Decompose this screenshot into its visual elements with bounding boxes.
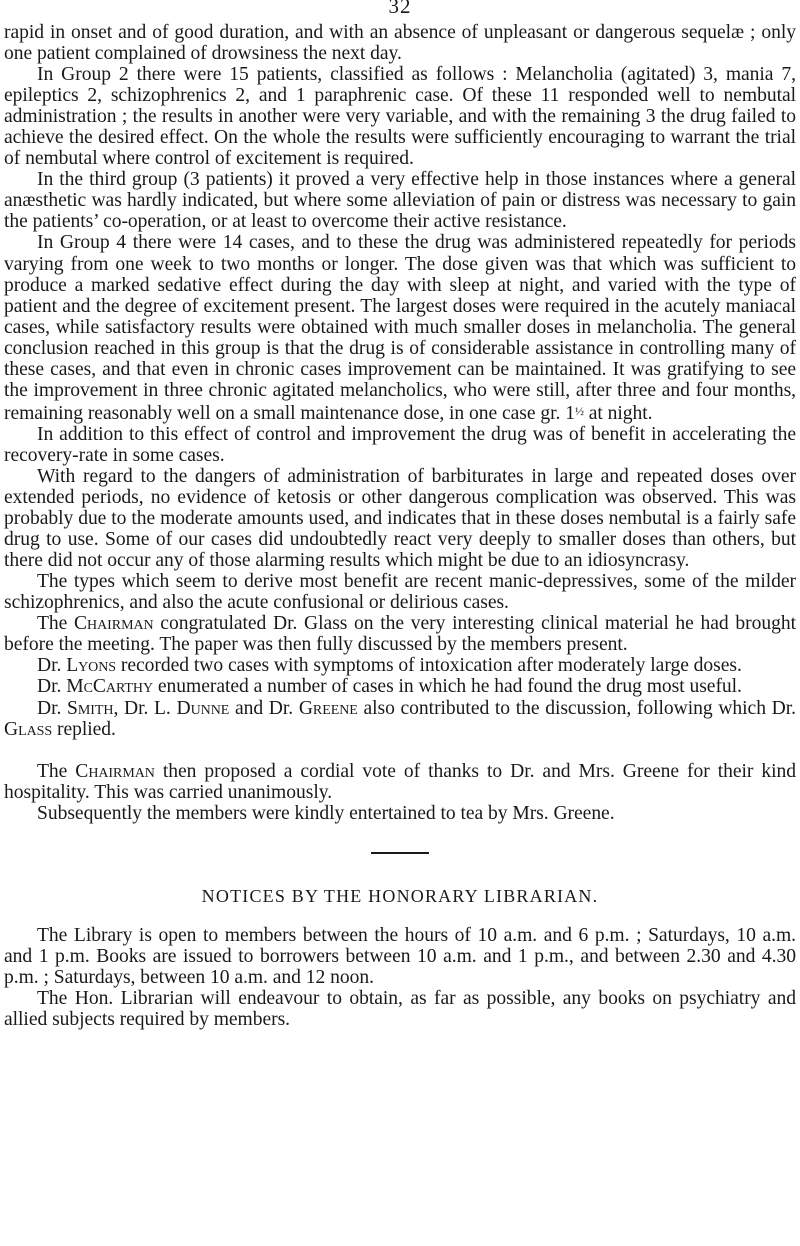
prefix-text: also contributed to the discussion, following which Dr.	[357, 697, 796, 719]
paragraph-group-3: In the third group (3 patients) it proved a very effective help in those instances where a general anæsthetic was hardly indicated, but where some alleviation of pain or distress was necessary to gain the patients’ co-operation, or at least to overcome their active resistance.	[4, 169, 796, 233]
prefix-text: , Dr. L.	[113, 697, 177, 719]
group-4-text: In Group 4 there were 14 cases, and to these the drug was administered repeatedly for periods varying from one week to two months or longer. The dose given was that which was sufficient to produce a marked sedative effect during the day with sleep at night, and varied with the type of patient and the degree of excitement present. The largest doses were required in the acutely maniacal cases, while satisfactory results were obtained with much smaller doses in melancholia. The general conclusion reached in this group is that the drug is of considerable assistance in controlling many of these cases, and that even in chronic cases improvement can be maintained. It was gratifying to see the improvement in three chronic agitated melancholics, who were still, after three and four months, remaining reasonably well on a small maintenance dose, in one case gr. 1	[4, 232, 796, 424]
speaker-name: Chairman	[74, 613, 154, 635]
dose-fraction: ½	[574, 403, 584, 418]
paragraph-text: congratulated Dr. Glass on the very interesting clinical material he had brought before the meeting. The paper was then fully discussed by the members present.	[4, 613, 796, 656]
speaker-name: Glass	[4, 718, 53, 740]
paragraph-text: replied.	[52, 718, 116, 740]
prefix-text: The	[37, 760, 76, 782]
paragraph-dr-lyons	[4, 655, 796, 676]
paragraph-group-4	[4, 232, 796, 423]
prefix-text: Dr.	[37, 697, 68, 719]
prefix-text: Dr.	[37, 655, 67, 677]
paragraph-group-2: In Group 2 there were 15 patients, classified as follows : Melancholia (agitated) 3, mania 7, epileptics 2, schizophrenics 2, and 1 paraphrenic case. Of these 11 responded well to nembutal administration ; the results in another were very variable, and with the remaining 3 the drug failed to achieve the desired effect. On the whole the results were sufficiently encouraging to warrant the trial of nembutal where control of excitement is required.	[4, 64, 796, 170]
speaker-name: Lyons	[66, 655, 117, 677]
section-divider	[371, 852, 429, 854]
paragraph-dangers: With regard to the dangers of administration of barbiturates in large and repeated doses over extended periods, no evidence of ketosis or other dangerous complication was observed. This was probably due to the moderate amounts used, and indicates that in these doses nembutal is a fairly safe drug to use. Some of our cases did undoubtedly react very deeply to smaller doses than others, but there did not occur any of those alarming results which might be due to an idiosyncrasy.	[4, 465, 796, 572]
group-4-text-end: at night.	[583, 402, 653, 424]
paragraph-vote-of-thanks	[4, 761, 796, 803]
paragraph-library-books: The Hon. Librarian will endeavour to obtain, as far as possible, any books on psychiatry and allied subjects required by members.	[4, 987, 796, 1030]
paragraph-types-benefit: The types which seem to derive most benefit are recent manic-depressives, some of the milder schizophrenics, and also the acute confusional or delirious cases.	[4, 571, 796, 614]
section-heading-notices: NOTICES BY THE HONORARY LIBRARIAN.	[201, 885, 599, 906]
paragraph-tea: Subsequently the members were kindly entertained to tea by Mrs. Greene.	[37, 802, 615, 824]
paragraph-text: recorded two cases with symptoms of intoxication after moderately large doses.	[116, 655, 742, 677]
paragraph-continuation: rapid in onset and of good duration, and with an absence of unpleasant or dangerous sequelæ ; only one patient complained of drowsiness the next day.	[4, 22, 796, 65]
speaker-name: Chairman	[75, 760, 155, 782]
paragraph-chairman-congratulated	[4, 613, 796, 655]
paragraph-gap	[4, 740, 796, 761]
prefix-text: and Dr.	[229, 697, 299, 719]
prefix-text: The	[37, 613, 75, 635]
document-page	[4, 0, 796, 1030]
speaker-name: Smith	[67, 697, 114, 719]
prefix-text: Dr.	[37, 676, 67, 698]
paragraph-dr-mccarthy	[4, 676, 796, 697]
paragraph-library-hours: The Library is open to members between the hours of 10 a.m. and 6 p.m. ; Saturdays, 10 a.m. and 1 p.m. Books are issued to borrowers between 10 a.m. and 1 p.m., and between 2.30 and 4.30 p.m. ; Saturdays, between 10 a.m. and 12 noon.	[4, 924, 796, 988]
speaker-name: Greene	[298, 697, 358, 719]
paragraph-text: enumerated a number of cases in which he had found the drug most useful.	[153, 676, 742, 698]
speaker-name: McCarthy	[66, 676, 154, 698]
paragraph-recovery-rate: In addition to this effect of control and improvement the drug was of benefit in accelerating the recovery-rate in some cases.	[4, 423, 796, 466]
page-number: 32	[388, 0, 412, 18]
paragraph-discussion-contributors	[4, 698, 796, 740]
paragraph-text: then proposed a cordial vote of thanks to Dr. and Mrs. Greene for their kind hospitality. This was carried unanimously.	[4, 760, 796, 803]
speaker-name: Dunne	[176, 697, 230, 719]
